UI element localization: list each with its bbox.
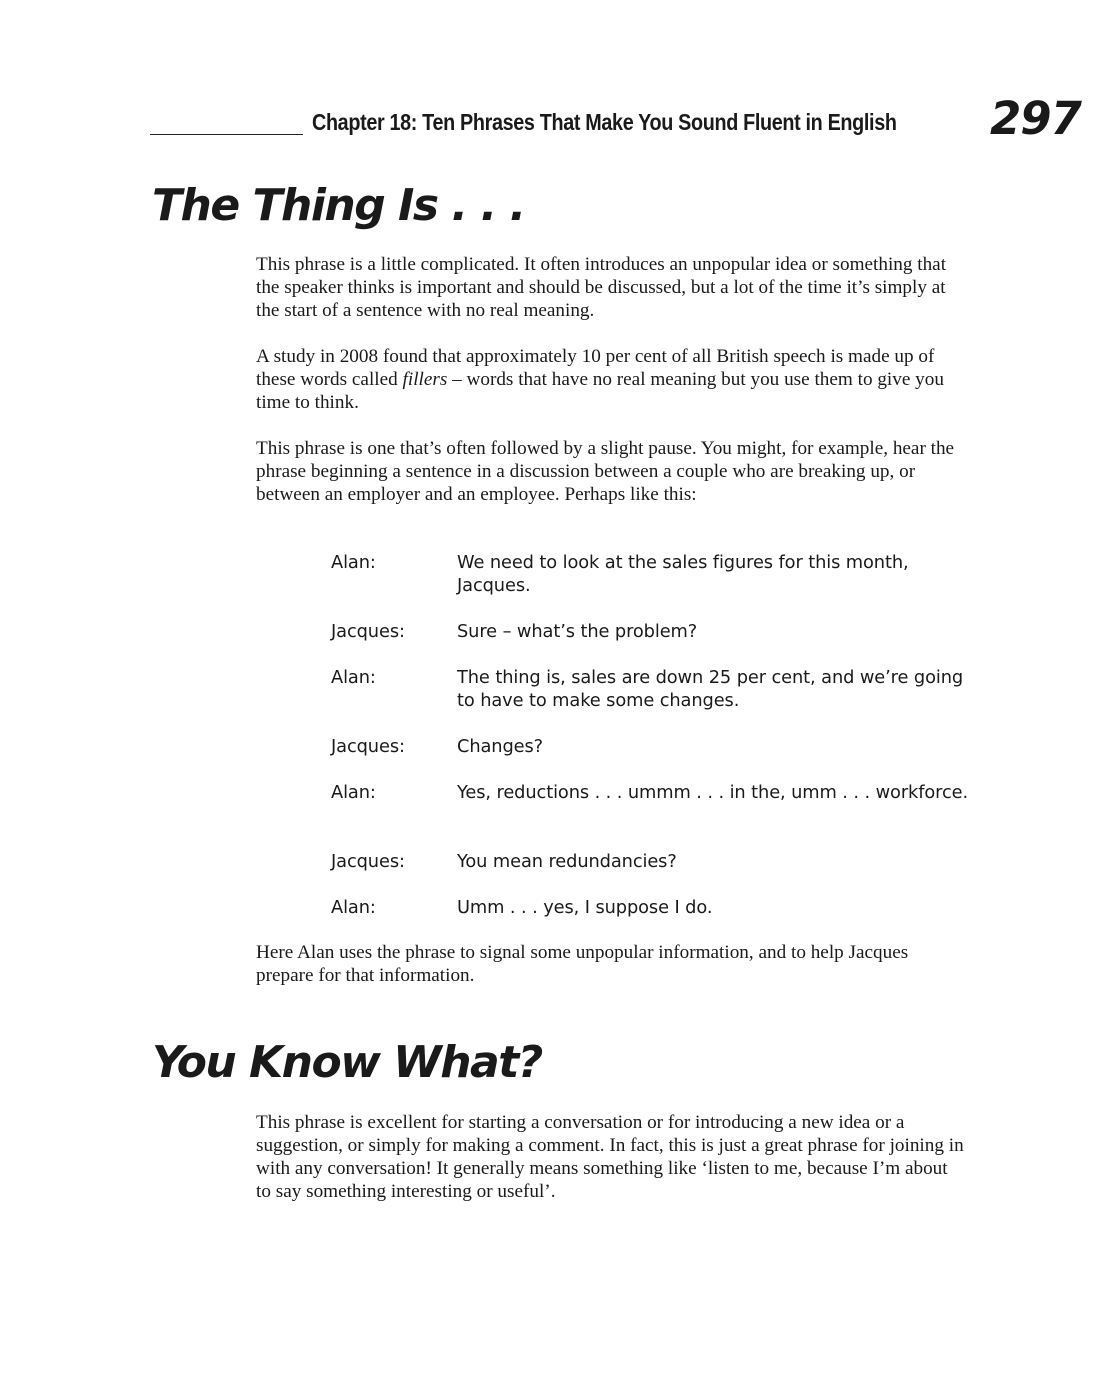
speech: Yes, reductions . . . ummm . . . in the, umm . . . workforce.	[457, 782, 969, 803]
paragraph-text: A study in 2008 found that approximately 10 per cent of all British speech is made up of these words called	[256, 346, 935, 390]
section-heading-the-thing-is: The Thing Is . . .	[152, 180, 525, 231]
dialogue-line	[331, 666, 971, 735]
speech: We need to look at the sales figures for this month, Jacques.	[457, 552, 909, 596]
paragraph: Here Alan uses the phrase to signal some unpopular information, and to help Jacques prepare for that information.	[256, 942, 909, 986]
dialogue-line	[331, 620, 971, 666]
speech: The thing is, sales are down 25 per cent, and we’re going to have to make some changes.	[457, 667, 964, 711]
speaker: Alan:	[331, 552, 376, 573]
dialogue-line	[331, 781, 971, 850]
dialogue-line	[331, 551, 971, 620]
paragraph: This phrase is excellent for starting a conversation or for introducing a new idea or a suggestion, or simply for making a comment. In fact, this is just a great phrase for joining in with any conversation! It generally means something like ‘listen to me, because I’m about to say something interesting or useful’.	[256, 1112, 964, 1202]
section-heading-you-know-what: You Know What?	[152, 1037, 542, 1088]
paragraph-text: – words that have no real meaning but you use them to give you time to think.	[256, 369, 944, 413]
speaker: Alan:	[331, 667, 376, 688]
speech: Changes?	[457, 736, 543, 757]
dialogue-line	[331, 735, 971, 781]
paragraph: This phrase is a little complicated. It often introduces an unpopular idea or something that the speaker thinks is important and should be discussed, but a lot of the time it’s simply at the start of a sentence with no real meaning.	[256, 254, 947, 321]
speaker: Jacques:	[331, 736, 405, 757]
dialogue	[331, 551, 971, 919]
paragraph: This phrase is one that’s often followed by a slight pause. You might, for example, hear the phrase beginning a sentence in a discussion between a couple who are breaking up, or between an employer and an employee. Perhaps like this:	[256, 438, 955, 505]
header-rule	[150, 134, 303, 135]
fillers-term: fillers	[402, 369, 448, 390]
paragraph	[256, 345, 966, 414]
speech: Sure – what’s the problem?	[457, 621, 698, 642]
dialogue-line	[331, 896, 971, 919]
speaker: Jacques:	[331, 621, 405, 642]
speaker: Alan:	[331, 897, 376, 918]
running-head: Chapter 18: Ten Phrases That Make You Sound Fluent in English	[312, 109, 897, 135]
speech: Umm . . . yes, I suppose I do.	[457, 897, 713, 918]
dialogue-line	[331, 850, 971, 896]
speaker: Jacques:	[331, 851, 405, 872]
speech: You mean redundancies?	[457, 851, 677, 872]
speaker: Alan:	[331, 782, 376, 803]
page-number: 297	[990, 92, 1081, 145]
